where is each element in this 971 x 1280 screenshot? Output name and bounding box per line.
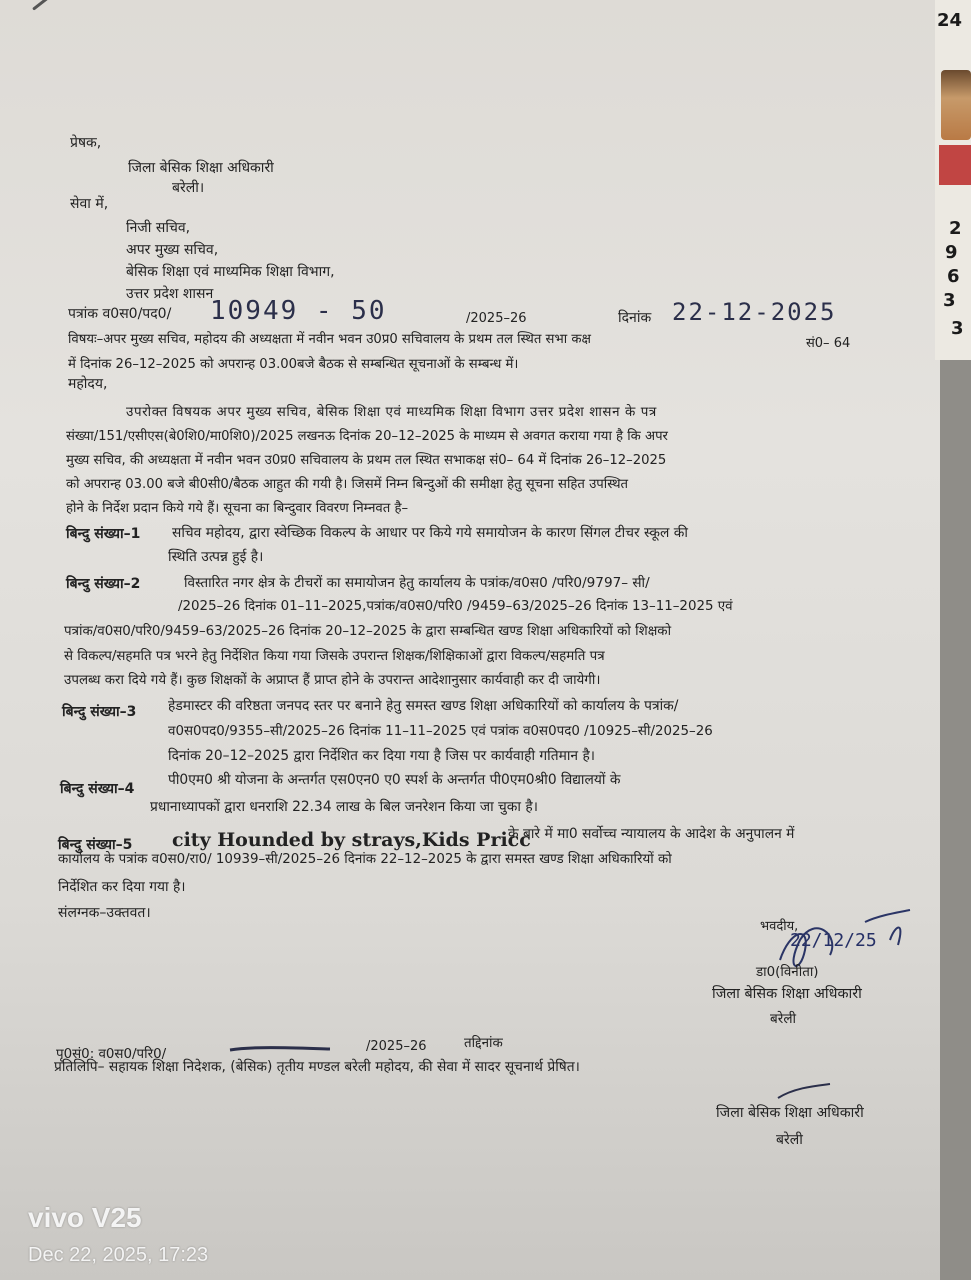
point-4-label: बिन्दु संख्या–4 xyxy=(60,781,135,797)
point-1-label: बिन्दु संख्या–1 xyxy=(66,526,141,542)
signer-name: डा0(विनीता) xyxy=(756,965,819,980)
point-3-line-3: दिनांक 20–12–2025 द्वारा निर्देशित कर दिया गया है जिस पर कार्यवाही गतिमान है। xyxy=(168,748,596,764)
point-1-line-1: सचिव महोदय, द्वारा स्वेच्छिक विकल्प के आधार पर किये गये समायोजन के कारण सिंगल टीचर स्कूल की xyxy=(172,525,688,541)
newspaper-number: 3 xyxy=(951,318,964,339)
to-line-3: बेसिक शिक्षा एवं माध्यमिक शिक्षा विभाग, xyxy=(126,264,335,280)
to-label: सेवा में, xyxy=(70,196,109,212)
signer-city: बरेली xyxy=(770,1011,797,1027)
date-handwritten: 22-12-2025 xyxy=(672,298,837,326)
newspaper-photo xyxy=(941,70,971,140)
point-4-line-1: पी0एम0 श्री योजना के अन्तर्गत एस0एन0 ए0 स्पर्श के अन्तर्गत पी0एम0श्री0 विद्यालयों के xyxy=(168,772,621,788)
to-line-2: अपर मुख्य सचिव, xyxy=(126,242,219,258)
point-2-line-3: पत्रांक/व0स0/परि0/9459–63/2025–26 दिनांक 20–12–2025 के द्वारा सम्बन्धित खण्ड शिक्षा अधिकारियों को शिक्षको xyxy=(64,624,672,639)
point-3-label: बिन्दु संख्या–3 xyxy=(62,704,137,720)
newspaper-number: 6 xyxy=(947,266,960,287)
camera-datetime-watermark: Dec 22, 2025, 17:23 xyxy=(28,1244,209,1266)
salutation: महोदय, xyxy=(68,376,108,392)
newspaper-number: 2 xyxy=(949,218,962,239)
point-2-line-2: /2025–26 दिनांक 01–11–2025,पत्रांक/व0स0/परि0 /9459–63/2025–26 दिनांक 13–11–2025 एवं xyxy=(178,599,733,614)
point-5-line-1: के बारे में मा0 सर्वोच्च न्यायालय के आदेश के अनुपालन में xyxy=(508,826,795,842)
point-5-line-2: कार्यालय के पत्रांक व0स0/रा0/ 10939–सी/2025–26 दिनांक 22–12–2025 के द्वारा समस्त खण्ड शिक्षा अधिकारियों को xyxy=(58,852,672,867)
signature-date-handwritten: 22/12/25 xyxy=(790,930,877,951)
copy-ref-prefix: पृ0सं0: व0स0/परि0/ xyxy=(56,1047,167,1062)
staple-pin xyxy=(32,0,59,11)
copy-ref-date: तद्दिनांक xyxy=(464,1036,503,1051)
copy-ref-year: /2025–26 xyxy=(366,1039,427,1054)
copy-to: प्रतिलिपि– सहायक शिक्षा निदेशक, (बेसिक) तृतीय मण्डल बरेली महोदय, की सेवा में सादर सूचनार्थ प्रेषित। xyxy=(54,1059,580,1075)
point-2-line-5: उपलब्ध करा दिये गये हैं। कुछ शिक्षकों के अप्राप्त हैं प्राप्त होने के उपरान्त आदेशानुसार कार्यवाही कर दी जायेगी। xyxy=(64,673,601,688)
point-2-label: बिन्दु संख्या–2 xyxy=(66,576,141,592)
footer-city: बरेली xyxy=(776,1132,803,1148)
para-line: होने के निर्देश प्रदान किये गये हैं। सूचना का बिन्दुवार विवरण निम्नवत है– xyxy=(66,501,409,516)
signer-title: जिला बेसिक शिक्षा अधिकारी xyxy=(712,986,862,1002)
sender-line-2: बरेली। xyxy=(172,180,205,196)
closing: भवदीय, xyxy=(760,919,799,934)
point-3-line-2: व0स0पद0/9355–सी/2025–26 दिनांक 11–11–2025 एवं पत्रांक व0स0पद0 /10925–सी/2025–26 xyxy=(168,724,713,739)
ref-prefix: पत्रांक व0स0/पद0/ xyxy=(68,306,172,322)
point-3-line-1: हेडमास्टर की वरिष्ठता जनपद स्तर पर बनाने हेतु समस्त खण्ड शिक्षा अधिकारियों को कार्यालय के पत्रांक/ xyxy=(168,698,679,714)
point-5-english-text: city Hounded by strays,Kids Pricc xyxy=(172,829,531,851)
footer-signature-mark xyxy=(774,1080,834,1104)
para-line: उपरोक्त विषयक अपर मुख्य सचिव, बेसिक शिक्षा एवं माध्यमिक शिक्षा विभाग उत्तर प्रदेश शासन के पत्र xyxy=(126,405,657,420)
to-line-4: उत्तर प्रदेश शासन xyxy=(126,286,214,302)
point-5-line-3: निर्देशित कर दिया गया है। xyxy=(58,879,186,895)
point-2-line-1: विस्तारित नगर क्षेत्र के टीचरों का समायोजन हेतु कार्यालय के पत्रांक/व0स0 /परि0/9797– सी/ xyxy=(184,575,650,591)
subject-hall-no: सं0– 64 xyxy=(806,336,851,351)
para-line: को अपरान्ह 03.00 बजे बी0सी0/बैठक आहुत की गयी है। जिसमें निम्न बिन्दुओं की समीक्षा हेतु सूचना सहित उपस्थित xyxy=(66,477,629,492)
camera-device-watermark: vivo V25 xyxy=(28,1202,142,1233)
newspaper-number: 3 xyxy=(943,290,956,311)
ref-number-handwritten: 10949 - 50 xyxy=(210,296,387,326)
point-2-line-4: से विकल्प/सहमति पत्र भरने हेतु निर्देशित किया गया जिसके उपरान्त शिक्षक/शिक्षिकाओं द्वारा विकल्प/सहमति पत्र xyxy=(64,649,605,664)
sender-line-1: जिला बेसिक शिक्षा अधिकारी xyxy=(128,160,274,176)
para-line: संख्या/151/एसीएस(बे0शि0/मा0शि0)/2025 लखनऊ दिनांक 20–12–2025 के माध्यम से अवगत कराया गया है कि अपर xyxy=(66,429,668,444)
point-5-label: बिन्दु संख्या–5 xyxy=(58,837,133,853)
enclosure: संलग्नक–उक्तवत। xyxy=(58,905,151,921)
to-line-1: निजी सचिव, xyxy=(126,220,191,236)
para-line: मुख्य सचिव, की अध्यक्षता में नवीन भवन उ0प्र0 सचिवालय के प्रथम तल स्थित सभाकक्ष सं0– 64 में दिनांक 26–12–2025 xyxy=(66,453,667,468)
footer-title: जिला बेसिक शिक्षा अधिकारी xyxy=(716,1105,864,1121)
date-label: दिनांक xyxy=(618,310,652,326)
newspaper-edge xyxy=(935,0,971,360)
newspaper-number: 24 xyxy=(937,10,963,31)
ref-year: /2025–26 xyxy=(466,311,527,326)
point-4-line-2: प्रधानाध्यापकों द्वारा धनराशि 22.34 लाख के बिल जनरेशन किया जा चुका है। xyxy=(150,799,538,815)
subject-line-2: में दिनांक 26–12–2025 को अपरान्ह 03.00बजे बैठक से सम्बन्धित सूचनाओं के सम्बन्ध में। xyxy=(68,357,519,372)
newspaper-red-block xyxy=(939,145,971,185)
point-1-line-2: स्थिति उत्पन्न हुई है। xyxy=(168,549,264,565)
sender-label: प्रेषक, xyxy=(70,135,102,151)
subject-line-1: विषयः–अपर मुख्य सचिव, महोदय की अध्यक्षता में नवीन भवन उ0प्र0 सचिवालय के प्रथम तल स्थित सभा कक्ष xyxy=(68,332,591,347)
newspaper-number: 9 xyxy=(945,242,958,263)
